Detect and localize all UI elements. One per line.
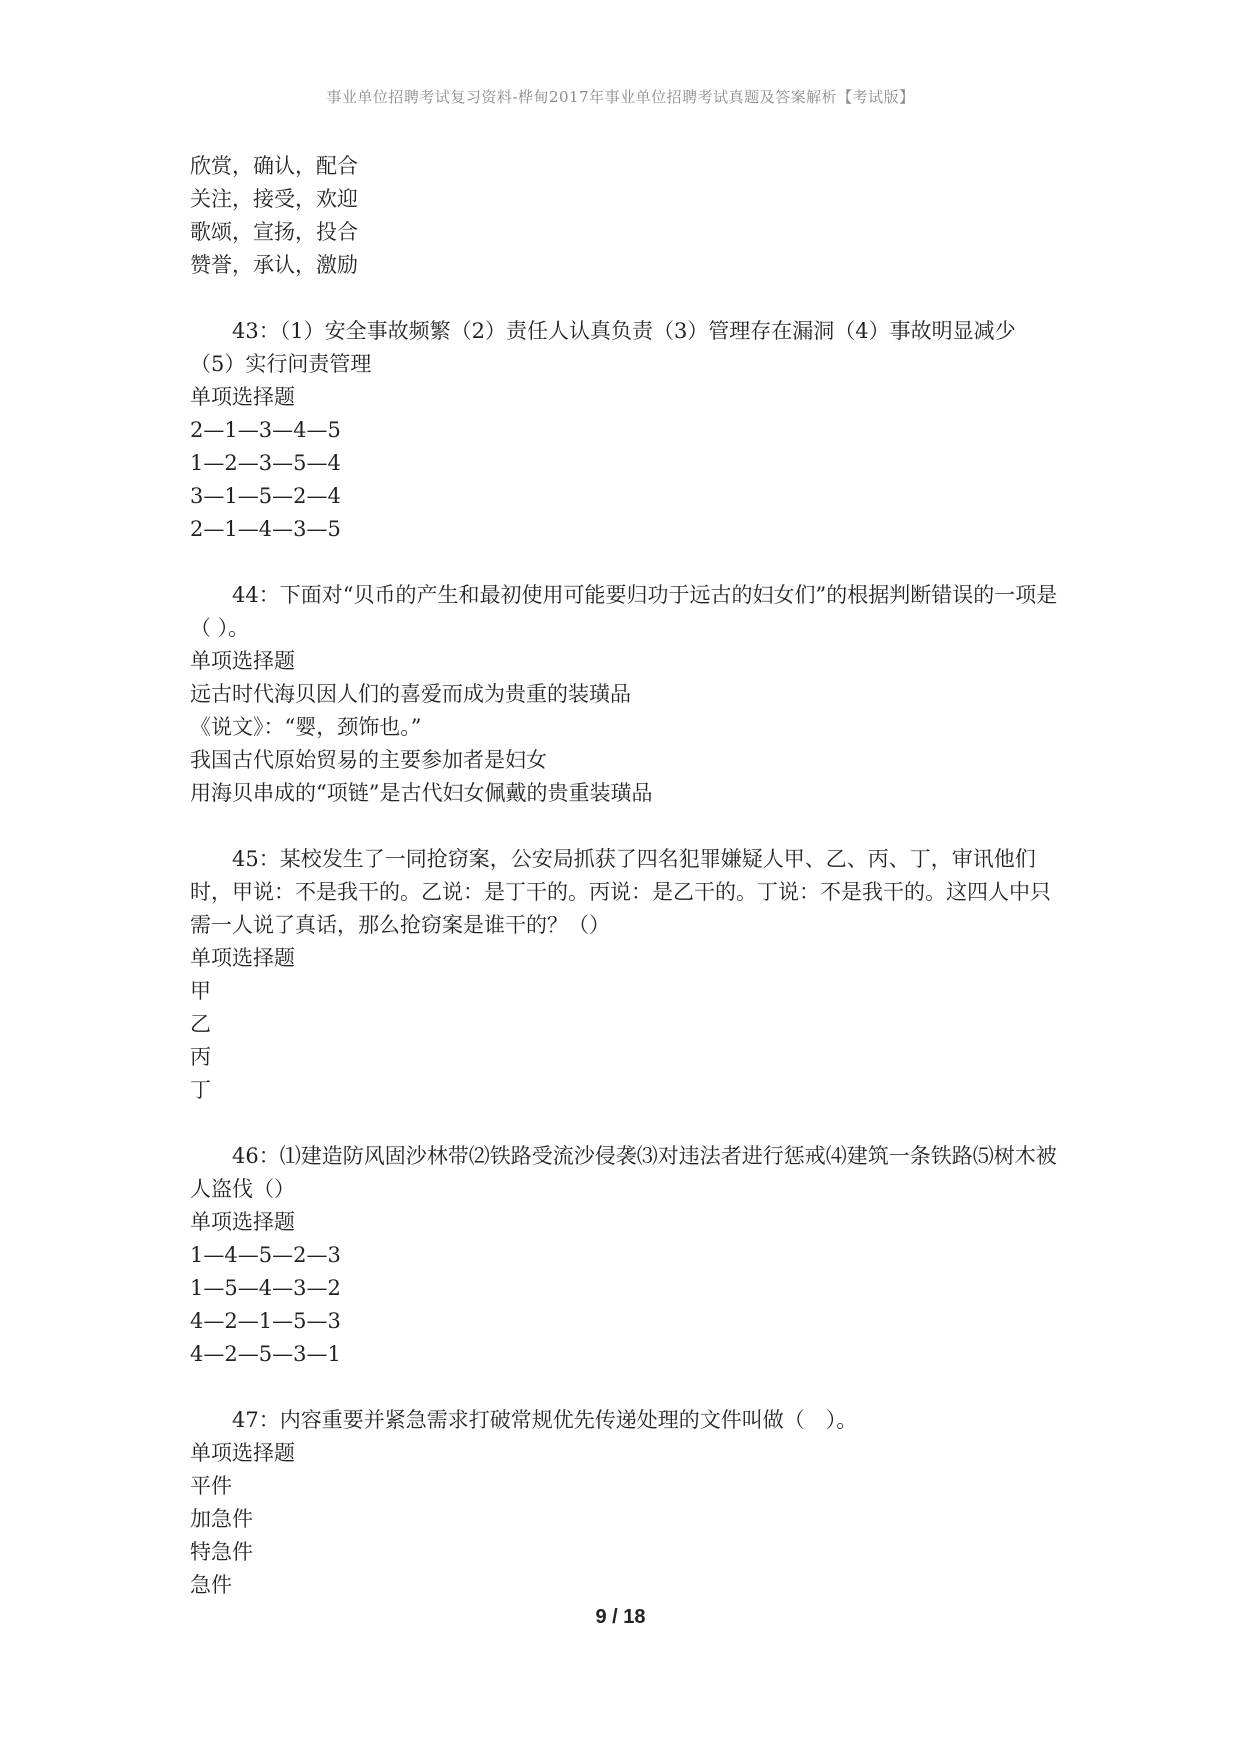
option-item: 乙 [190, 1012, 211, 1036]
option-item: 关注，接受，欢迎 [190, 187, 358, 211]
option-item: 用海贝串成的“项链”是古代妇女佩戴的贵重装璜品 [190, 781, 653, 805]
option-item: 3—1—5—2—4 [190, 484, 341, 508]
question-type: 单项选择题 [190, 946, 295, 970]
question-type: 单项选择题 [190, 1441, 295, 1465]
option-item: 丙 [190, 1045, 211, 1069]
question-stem: 45：某校发生了一同抢窃案，公安局抓获了四名犯罪嫌疑人甲、乙、丙、丁，审讯他们时，甲说：不是我干的。乙说：是丁干的。丙说：是乙干的。丁说：不是我干的。这四人中只需一人说了真话，那么抢窃案是谁干的？（） [190, 847, 1051, 937]
document-body [190, 150, 1060, 1602]
option-item: 丁 [190, 1078, 211, 1102]
question-type: 单项选择题 [190, 649, 295, 673]
document-header: 事业单位招聘考试复习资料-桦甸2017年事业单位招聘考试真题及答案解析【考试版】 [326, 88, 915, 106]
option-item: 1—5—4—3—2 [190, 1276, 341, 1300]
option-item: 欣赏，确认，配合 [190, 154, 358, 178]
option-item: 赞誉，承认，激励 [190, 253, 358, 277]
option-item: 歌颂，宣扬，投合 [190, 220, 358, 244]
option-item: 《说文》：“婴，颈饰也。” [190, 715, 422, 739]
option-item: 1—4—5—2—3 [190, 1243, 341, 1267]
option-item: 远古时代海贝因人们的喜爱而成为贵重的装璜品 [190, 682, 631, 706]
option-item: 甲 [190, 979, 211, 1003]
question-stem: 43：（1）安全事故频繁（2）责任人认真负责（3）管理存在漏洞（4）事故明显减少（5）实行问责管理 [190, 319, 1016, 376]
option-item: 特急件 [190, 1540, 253, 1564]
option-item: 急件 [190, 1573, 232, 1597]
option-item: 加急件 [190, 1507, 253, 1531]
question-46 [190, 1140, 1060, 1371]
option-item: 2—1—4—3—5 [190, 517, 341, 541]
previous-question-options [190, 150, 1060, 282]
question-43 [190, 315, 1060, 546]
question-stem: 47：内容重要并紧急需求打破常规优先传递处理的文件叫做（ ）。 [232, 1408, 858, 1432]
question-44 [190, 579, 1060, 810]
question-type: 单项选择题 [190, 1210, 295, 1234]
option-item: 平件 [190, 1474, 232, 1498]
option-item: 我国古代原始贸易的主要参加者是妇女 [190, 748, 547, 772]
question-stem: 44：下面对“贝币的产生和最初使用可能要归功于远古的妇女们”的根据判断错误的一项是（ ）。 [190, 583, 1058, 640]
question-45 [190, 843, 1060, 1107]
option-item: 4—2—5—3—1 [190, 1342, 341, 1366]
option-item: 2—1—3—4—5 [190, 418, 341, 442]
question-type: 单项选择题 [190, 385, 295, 409]
question-stem: 46：⑴建造防风固沙林带⑵铁路受流沙侵袭⑶对违法者进行惩戒⑷建筑一条铁路⑸树木被人盗伐（） [190, 1144, 1057, 1201]
option-item: 1—2—3—5—4 [190, 451, 341, 475]
option-item: 4—2—1—5—3 [190, 1309, 341, 1333]
page-indicator: 9 / 18 [595, 1606, 646, 1628]
question-47 [190, 1404, 1060, 1602]
